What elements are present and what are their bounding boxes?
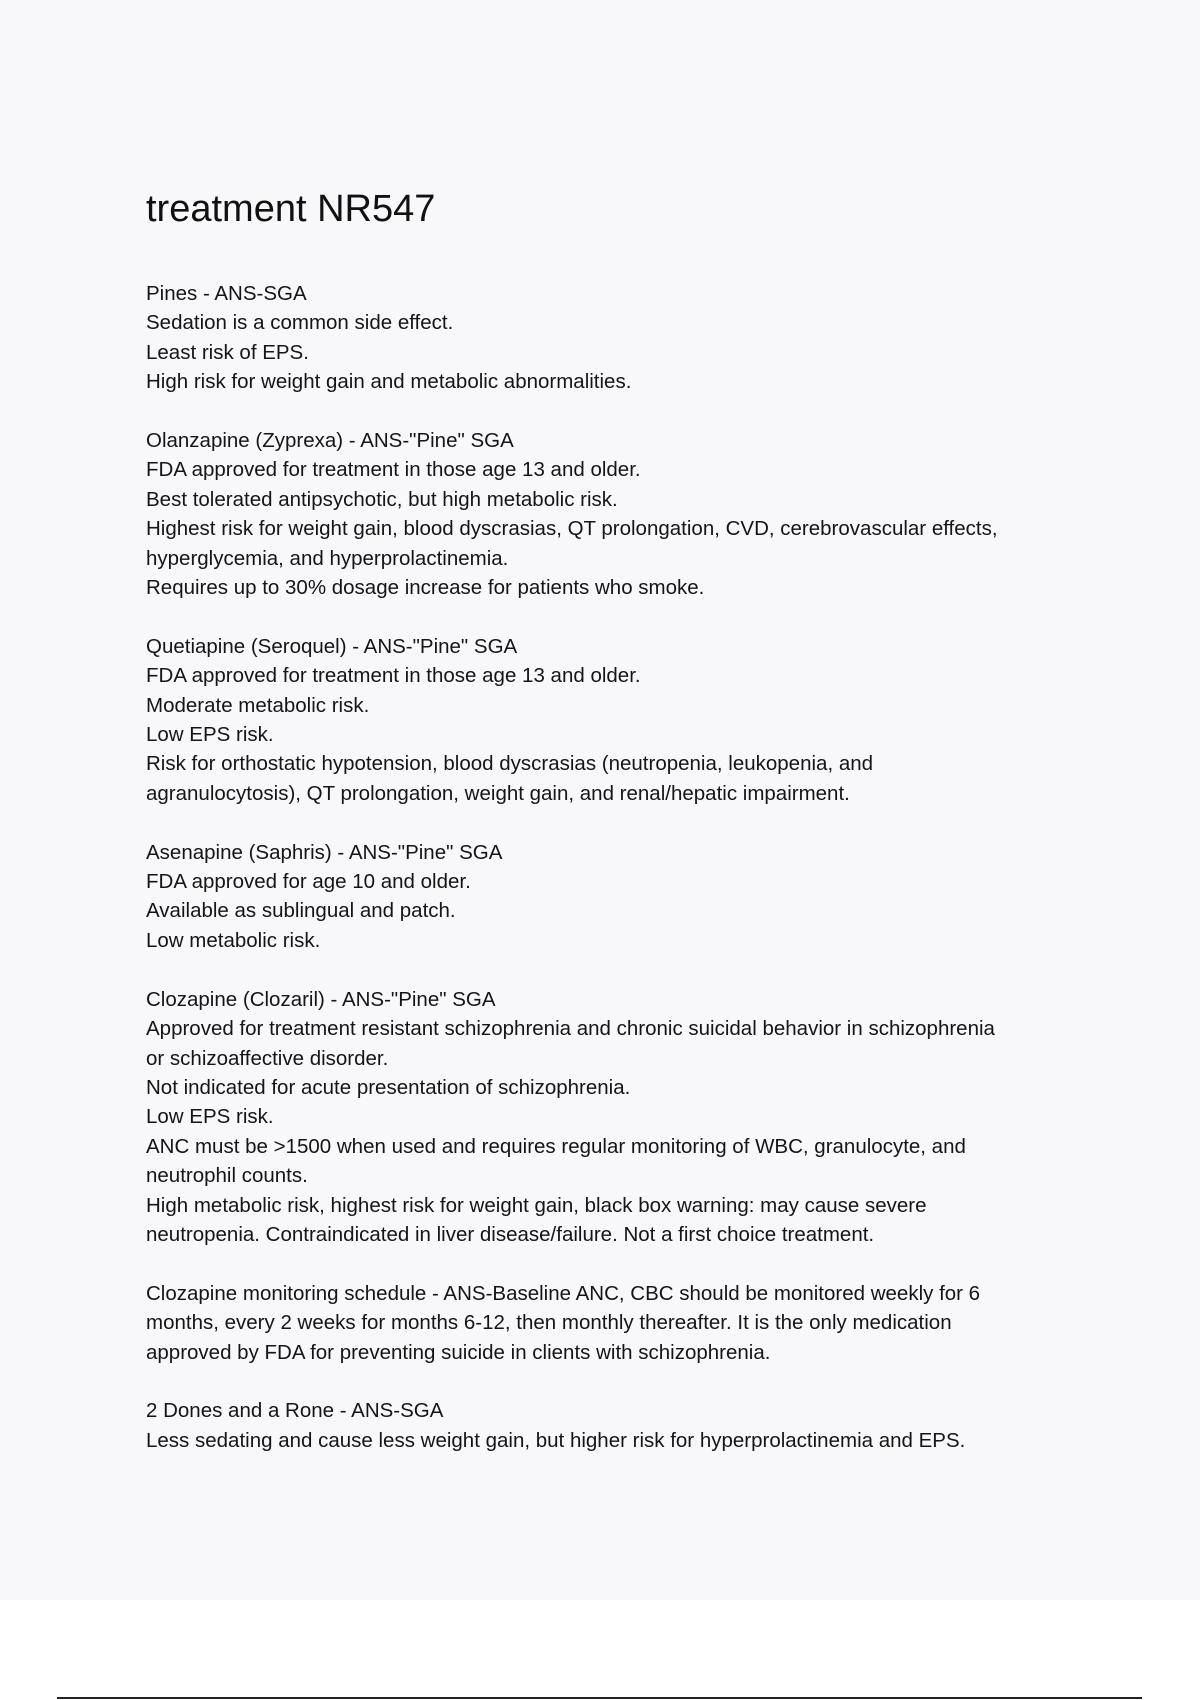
text-line: Approved for treatment resistant schizophrenia and chronic suicidal behavior in schizophrenia — [146, 1017, 995, 1041]
text-line: Low EPS risk. — [146, 723, 274, 747]
text-line: FDA approved for treatment in those age 13 and older. — [146, 664, 641, 688]
text-line: Moderate metabolic risk. — [146, 693, 370, 717]
text-line: High risk for weight gain and metabolic abnormalities. — [146, 370, 632, 394]
section-dones-rone — [146, 1396, 1086, 1455]
section-heading: Quetiapine (Seroquel) - ANS-"Pine" SGA — [146, 634, 518, 658]
text-line: agranulocytosis), QT prolongation, weight gain, and renal/hepatic impairment. — [146, 781, 850, 805]
section-heading: 2 Dones and a Rone - ANS-SGA — [146, 1399, 444, 1423]
text-line: ANC must be >1500 when used and requires regular monitoring of WBC, granulocyte, and — [146, 1134, 966, 1158]
text-line: Not indicated for acute presentation of schizophrenia. — [146, 1075, 631, 1099]
text-line: Best tolerated antipsychotic, but high metabolic risk. — [146, 487, 618, 511]
section-heading: Clozapine (Clozaril) - ANS-"Pine" SGA — [146, 987, 496, 1011]
section-heading: Pines - ANS-SGA — [146, 282, 307, 305]
text-line: approved by FDA for preventing suicide in clients with schizophrenia. — [146, 1340, 771, 1364]
text-line: months, every 2 weeks for months 6-12, then monthly thereafter. It is the only medication — [146, 1311, 952, 1335]
text-line: neutrophil counts. — [146, 1164, 308, 1188]
section-heading: Olanzapine (Zyprexa) - ANS-"Pine" SGA — [146, 429, 514, 453]
text-line: Sedation is a common side effect. — [146, 311, 454, 335]
text-line: Low metabolic risk. — [146, 928, 321, 952]
section-heading: Clozapine monitoring schedule - ANS-Baseline ANC, CBC should be monitored weekly for 6 — [146, 1281, 981, 1305]
section-asenapine — [146, 838, 1086, 956]
text-line: Less sedating and cause less weight gain, but higher risk for hyperprolactinemia and EPS. — [146, 1428, 966, 1452]
text-line: or schizoaffective disorder. — [146, 1046, 389, 1070]
section-clozapine-monitoring — [146, 1279, 1086, 1367]
document-title: treatment NR547 — [146, 188, 436, 230]
section-olanzapine — [146, 426, 1086, 602]
text-line: FDA approved for treatment in those age 13 and older. — [146, 458, 641, 482]
text-line: High metabolic risk, highest risk for weight gain, black box warning: may cause severe — [146, 1193, 927, 1217]
page-divider — [57, 1697, 1142, 1699]
document-body — [146, 279, 1086, 1485]
text-line: Available as sublingual and patch. — [146, 899, 456, 923]
section-clozapine — [146, 985, 1086, 1250]
text-line: Requires up to 30% dosage increase for patients who smoke. — [146, 576, 705, 600]
text-line: hyperglycemia, and hyperprolactinemia. — [146, 546, 509, 570]
text-line: FDA approved for age 10 and older. — [146, 870, 471, 894]
text-line: Least risk of EPS. — [146, 340, 309, 364]
text-line: Highest risk for weight gain, blood dyscrasias, QT prolongation, CVD, cerebrovascular effects, — [146, 517, 998, 541]
section-pines — [146, 279, 1086, 397]
section-quetiapine — [146, 632, 1086, 808]
text-line: neutropenia. Contraindicated in liver disease/failure. Not a first choice treatment. — [146, 1222, 875, 1246]
text-line: Risk for orthostatic hypotension, blood dyscrasias (neutropenia, leukopenia, and — [146, 752, 874, 776]
text-line: Low EPS risk. — [146, 1105, 274, 1129]
section-heading: Asenapine (Saphris) - ANS-"Pine" SGA — [146, 840, 503, 864]
